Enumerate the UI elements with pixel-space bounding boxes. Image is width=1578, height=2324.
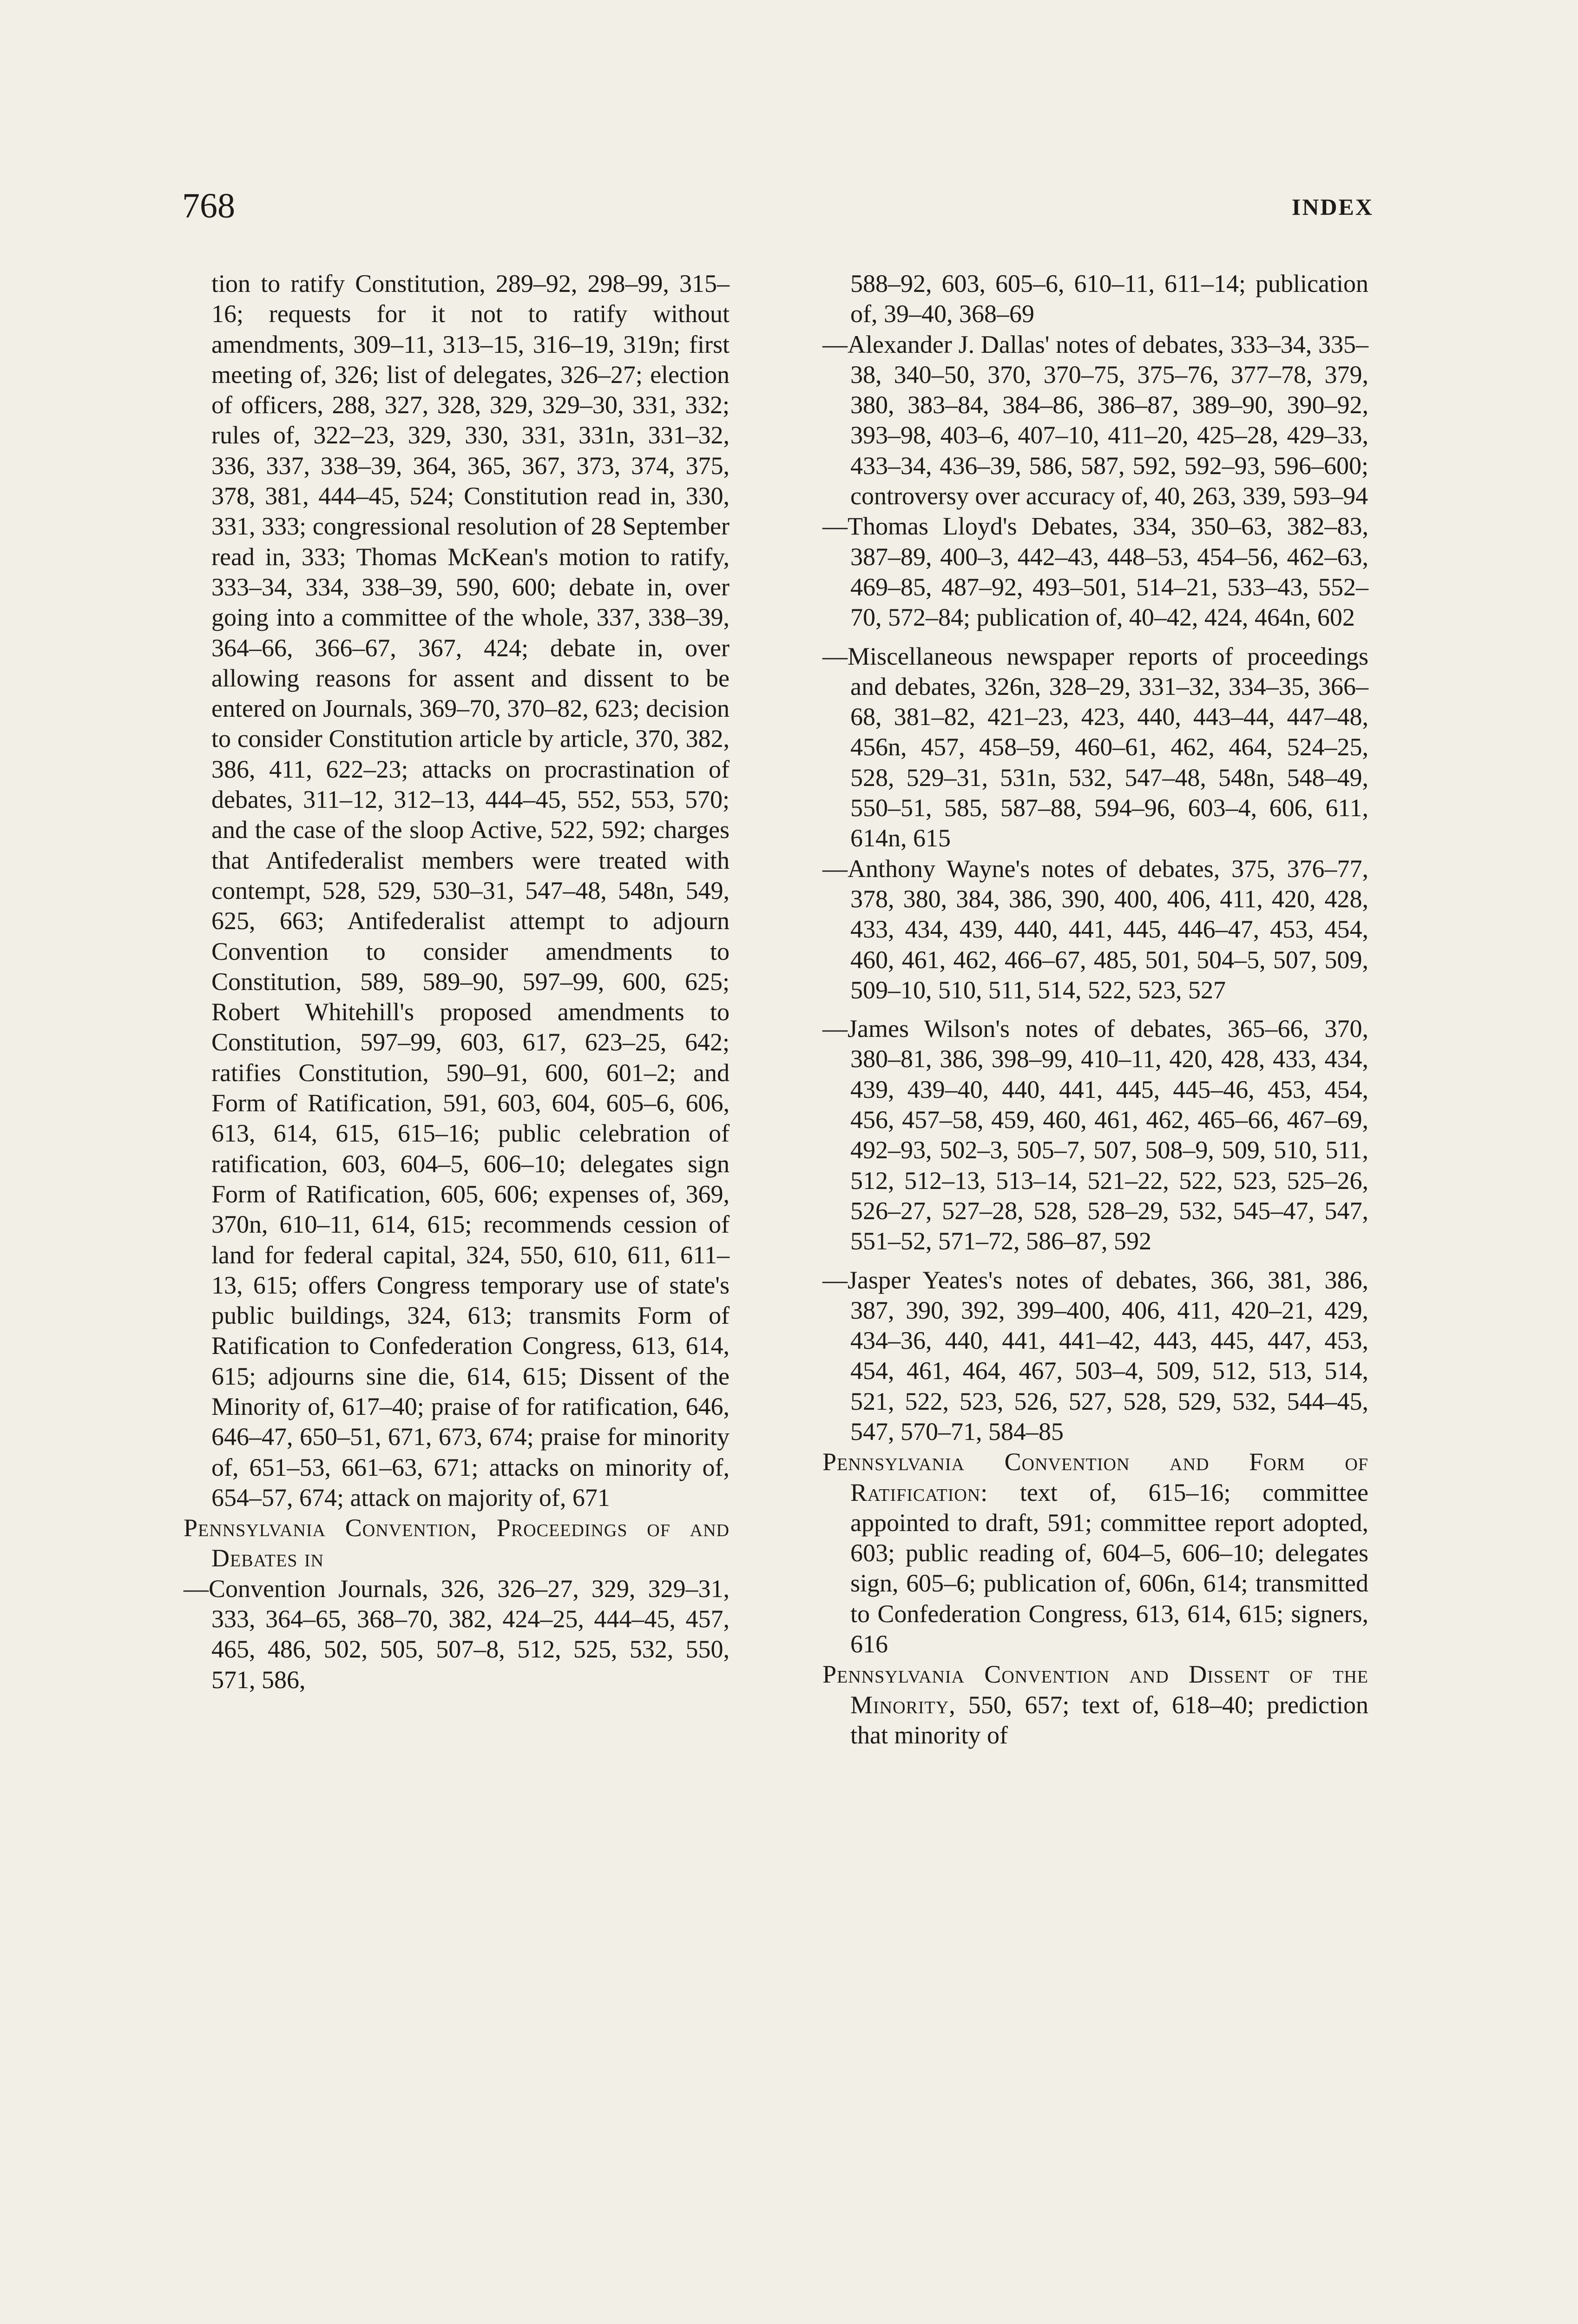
index-heading: Pennsylvania Convention and Form of Ratification: [822, 1448, 1368, 1506]
running-head: INDEX [1291, 194, 1374, 220]
right-column [822, 269, 1368, 1750]
index-entry-text: 550, 657; text of, 618–40; prediction that minority of [850, 1690, 1368, 1749]
index-subentry: —James Wilson's notes of debates, 365–66, 370, 380–81, 386, 398–99, 410–11, 420, 428, 433, 434, 439, 439–40, 440, 441, 445, 445–46, 453, 454, 456, 457–58, 459, 460, 461, 462, 465–66, 467–69, 492–93, 502–3, 505–7, 507, 508–9, 509, 510, 511, 512, 512–13, 513–14, 521–22, 522, 523, 525–26, 526–27, 527–28, 528, 528–29, 532, 545–47, 547, 551–52, 571–72, 586–87, 592 [822, 1015, 1368, 1255]
index-entry-text: text of, 615–16; committee appointed to draft, 591; committee report adopted, 603; public reading of, 604–5, 606–10; delegates sign, 605–6; publication of, 606n, 614; transmitted to Confederation Congress, 613, 614, 615; signers, 616 [850, 1478, 1368, 1658]
index-heading: Pennsylvania Convention, Proceedings of and Debates in [184, 1514, 730, 1572]
index-subentry: —Anthony Wayne's notes of debates, 375, 376–77, 378, 380, 384, 386, 390, 400, 406, 411, 420, 428, 433, 434, 439, 440, 441, 445, 446–47, 453, 454, 460, 461, 462, 466–67, 485, 501, 504–5, 507, 509, 509–10, 510, 511, 514, 522, 523, 527 [822, 854, 1368, 1004]
index-subentry: —Miscellaneous newspaper reports of proceedings and debates, 326n, 328–29, 331–32, 334–35, 366–68, 381–82, 421–23, 423, 440, 443–44, 447–48, 456n, 457, 458–59, 460–61, 462, 464, 524–25, 528, 529–31, 531n, 532, 547–48, 548n, 548–49, 550–51, 585, 587–88, 594–96, 603–4, 606, 611, 614n, 615 [822, 642, 1368, 852]
page-number: 768 [182, 186, 235, 225]
index-subentry: —Alexander J. Dallas' notes of debates, 333–34, 335–38, 340–50, 370, 370–75, 375–76, 377–78, 379, 380, 383–84, 384–86, 386–87, 389–90, 390–92, 393–98, 403–6, 407–10, 411–20, 425–28, 429–33, 433–34, 436–39, 586, 587, 592, 592–93, 596–600; controversy over accuracy of, 40, 263, 339, 593–94 [822, 330, 1368, 510]
index-subentry: —Jasper Yeates's notes of debates, 366, 381, 386, 387, 390, 392, 399–400, 406, 411, 420–21, 429, 434–36, 440, 441, 441–42, 443, 445, 447, 453, 454, 461, 464, 467, 503–4, 509, 512, 513, 514, 521, 522, 523, 526, 527, 528, 529, 532, 544–45, 547, 570–71, 584–85 [822, 1266, 1368, 1446]
index-entry [822, 1447, 1368, 1659]
index-heading: Pennsylvania Convention and Dissent of the Minority, [822, 1660, 1368, 1719]
left-column [184, 269, 730, 1695]
index-entry-continued: tion to ratify Constitution, 289–92, 298–99, 315–16; requests for it not to ratify without amendments, 309–11, 313–15, 316–19, 319n; first meeting of, 326; list of delegates, 326–27; election of officers, 288, 327, 328, 329, 329–30, 331, 332; rules of, 322–23, 329, 330, 331, 331n, 331–32, 336, 337, 338–39, 364, 365, 367, 373, 374, 375, 378, 381, 444–45, 524; Constitution read in, 330, 331, 333; congressional resolution of 28 September read in, 333; Thomas McKean's motion to ratify, 333–34, 334, 338–39, 590, 600; debate in, over going into a committee of the whole, 337, 338–39, 364–66, 366–67, 367, 424; debate in, over allowing reasons for assent and dissent to be entered on Journals, 369–70, 370–82, 623; decision to consider Constitution article by article, 370, 382, 386, 411, 622–23; attacks on procrastination of debates, 311–12, 312–13, 444–45, 552, 553, 570; and the case of the sloop Active, 522, 592; charges that Antifederalist members were treated with contempt, 528, 529, 530–31, 547–48, 548n, 549, 625, 663; Antifederalist attempt to adjourn Convention to consider amendments to Constitution, 589, 589–90, 597–99, 600, 625; Robert Whitehill's proposed amendments to Constitution, 597–99, 603, 617, 623–25, 642; ratifies Constitution, 590–91, 600, 601–2; and Form of Ratification, 591, 603, 604, 605–6, 606, 613, 614, 615, 615–16; public celebration of ratification, 603, 604–5, 606–10; delegates sign Form of Ratification, 605, 606; expenses of, 369, 370n, 610–11, 614, 615; recommends cession of land for federal capital, 324, 550, 610, 611, 611–13, 615; offers Congress temporary use of state's public buildings, 324, 613; transmits Form of Ratification to Confederation Congress, 613, 614, 615; adjourns sine die, 614, 615; Dissent of the Minority of, 617–40; praise of for ratification, 646, 646–47, 650–51, 671, 673, 674; praise for minority of, 651–53, 661–63, 671; attacks on minority of, 654–57, 674; attack on majority of, 671 [211, 270, 730, 1512]
index-entry-continued: 588–92, 603, 605–6, 610–11, 611–14; publication of, 39–40, 368–69 [850, 270, 1368, 328]
index-entry [822, 1659, 1368, 1750]
index-subentry: —Thomas Lloyd's Debates, 334, 350–63, 382–83, 387–89, 400–3, 442–43, 448–53, 454–56, 462–63, 469–85, 487–92, 493–501, 514–21, 533–43, 552–70, 572–84; publication of, 40–42, 424, 464n, 602 [822, 512, 1368, 632]
index-subentry: —Convention Journals, 326, 326–27, 329, 329–31, 333, 364–65, 368–70, 382, 424–25, 444–45, 457, 465, 486, 502, 505, 507–8, 512, 525, 532, 550, 571, 586, [184, 1574, 730, 1694]
